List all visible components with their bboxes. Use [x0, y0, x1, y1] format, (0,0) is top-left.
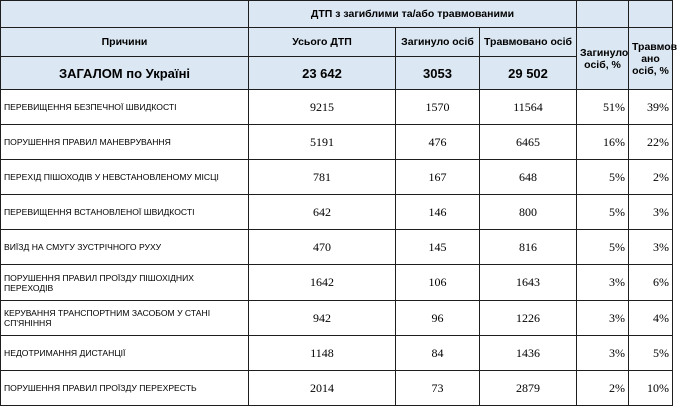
table-row	[1, 195, 673, 230]
row-injured-pct: 39%	[629, 90, 673, 125]
row-injured-pct: 6%	[629, 265, 673, 301]
row-injured: 816	[480, 230, 577, 265]
row-killed-pct: 5%	[577, 160, 629, 195]
row-killed: 146	[396, 195, 480, 230]
group-header-blank-cell	[577, 1, 629, 28]
total-injured: 29 502	[480, 57, 577, 90]
row-cause: ПОРУШЕННЯ ПРАВИЛ МАНЕВРУВАННЯ	[1, 125, 249, 160]
row-cause: ПЕРЕХІД ПІШОХОДІВ У НЕВСТАНОВЛЕНОМУ МІСЦІ	[1, 160, 249, 195]
row-killed: 167	[396, 160, 480, 195]
row-injured: 6465	[480, 125, 577, 160]
row-total: 1148	[249, 336, 396, 371]
row-injured-pct: 5%	[629, 336, 673, 371]
row-killed: 145	[396, 230, 480, 265]
table-row	[1, 90, 673, 125]
table-row	[1, 125, 673, 160]
row-total: 9215	[249, 90, 396, 125]
row-killed: 96	[396, 301, 480, 336]
row-cause: ПОРУШЕННЯ ПРАВИЛ ПРОЇЗДУ ПІШОХІДНИХ ПЕРЕХОДІВ	[1, 265, 249, 301]
row-killed-pct: 3%	[577, 336, 629, 371]
row-cause: ВИЇЗД НА СМУГУ ЗУСТРІЧНОГО РУХУ	[1, 230, 249, 265]
row-injured-pct: 3%	[629, 230, 673, 265]
row-killed: 84	[396, 336, 480, 371]
row-killed: 106	[396, 265, 480, 301]
row-injured-pct: 3%	[629, 195, 673, 230]
row-cause: ПЕРЕВИЩЕННЯ ВСТАНОВЛЕНОЇ ШВИДКОСТІ	[1, 195, 249, 230]
header-killed-pct: Загинуло осіб, %	[577, 28, 629, 90]
row-injured: 11564	[480, 90, 577, 125]
column-header-row	[1, 28, 673, 57]
row-killed-pct: 2%	[577, 371, 629, 406]
row-injured-pct: 22%	[629, 125, 673, 160]
group-header-row	[1, 1, 673, 28]
row-total: 5191	[249, 125, 396, 160]
row-total: 942	[249, 301, 396, 336]
corner-blank-cell	[1, 1, 249, 28]
row-cause: ПОРУШЕННЯ ПРАВИЛ ПРОЇЗДУ ПЕРЕХРЕСТЬ	[1, 371, 249, 406]
total-dtp: 23 642	[249, 57, 396, 90]
row-cause: НЕДОТРИМАННЯ ДИСТАНЦІЇ	[1, 336, 249, 371]
row-killed-pct: 5%	[577, 230, 629, 265]
row-total: 642	[249, 195, 396, 230]
row-total: 470	[249, 230, 396, 265]
total-label: ЗАГАЛОМ по Україні	[1, 57, 249, 90]
table-row	[1, 336, 673, 371]
header-total: Усього ДТП	[249, 28, 396, 57]
total-row	[1, 57, 673, 90]
row-killed-pct: 5%	[577, 195, 629, 230]
table-row	[1, 301, 673, 336]
header-injured: Травмовано осіб	[480, 28, 577, 57]
row-killed-pct: 3%	[577, 265, 629, 301]
table-row	[1, 230, 673, 265]
row-injured-pct: 4%	[629, 301, 673, 336]
row-cause: ПЕРЕВИЩЕННЯ БЕЗПЕЧНОЇ ШВИДКОСТІ	[1, 90, 249, 125]
row-injured-pct: 2%	[629, 160, 673, 195]
row-injured-pct: 10%	[629, 371, 673, 406]
group-header-blank-cell-2	[629, 1, 673, 28]
header-injured-pct: Травмов ано осіб, %	[629, 28, 673, 90]
table-row	[1, 371, 673, 406]
header-causes: Причини	[1, 28, 249, 57]
total-killed: 3053	[396, 57, 480, 90]
table-body	[1, 90, 673, 406]
table-row	[1, 265, 673, 301]
row-injured: 1436	[480, 336, 577, 371]
row-injured: 800	[480, 195, 577, 230]
row-killed-pct: 51%	[577, 90, 629, 125]
table-row	[1, 160, 673, 195]
row-killed-pct: 16%	[577, 125, 629, 160]
group-header: ДТП з загиблими та/або травмованими	[249, 1, 577, 28]
row-injured: 1643	[480, 265, 577, 301]
row-injured: 2879	[480, 371, 577, 406]
row-killed: 73	[396, 371, 480, 406]
row-cause: КЕРУВАННЯ ТРАНСПОРТНИМ ЗАСОБОМ У СТАНІ СП'ЯНІННЯ	[1, 301, 249, 336]
row-total: 2014	[249, 371, 396, 406]
row-injured: 648	[480, 160, 577, 195]
row-injured: 1226	[480, 301, 577, 336]
row-killed-pct: 3%	[577, 301, 629, 336]
row-killed: 476	[396, 125, 480, 160]
row-killed: 1570	[396, 90, 480, 125]
row-total: 781	[249, 160, 396, 195]
row-total: 1642	[249, 265, 396, 301]
header-killed: Загинуло осіб	[396, 28, 480, 57]
